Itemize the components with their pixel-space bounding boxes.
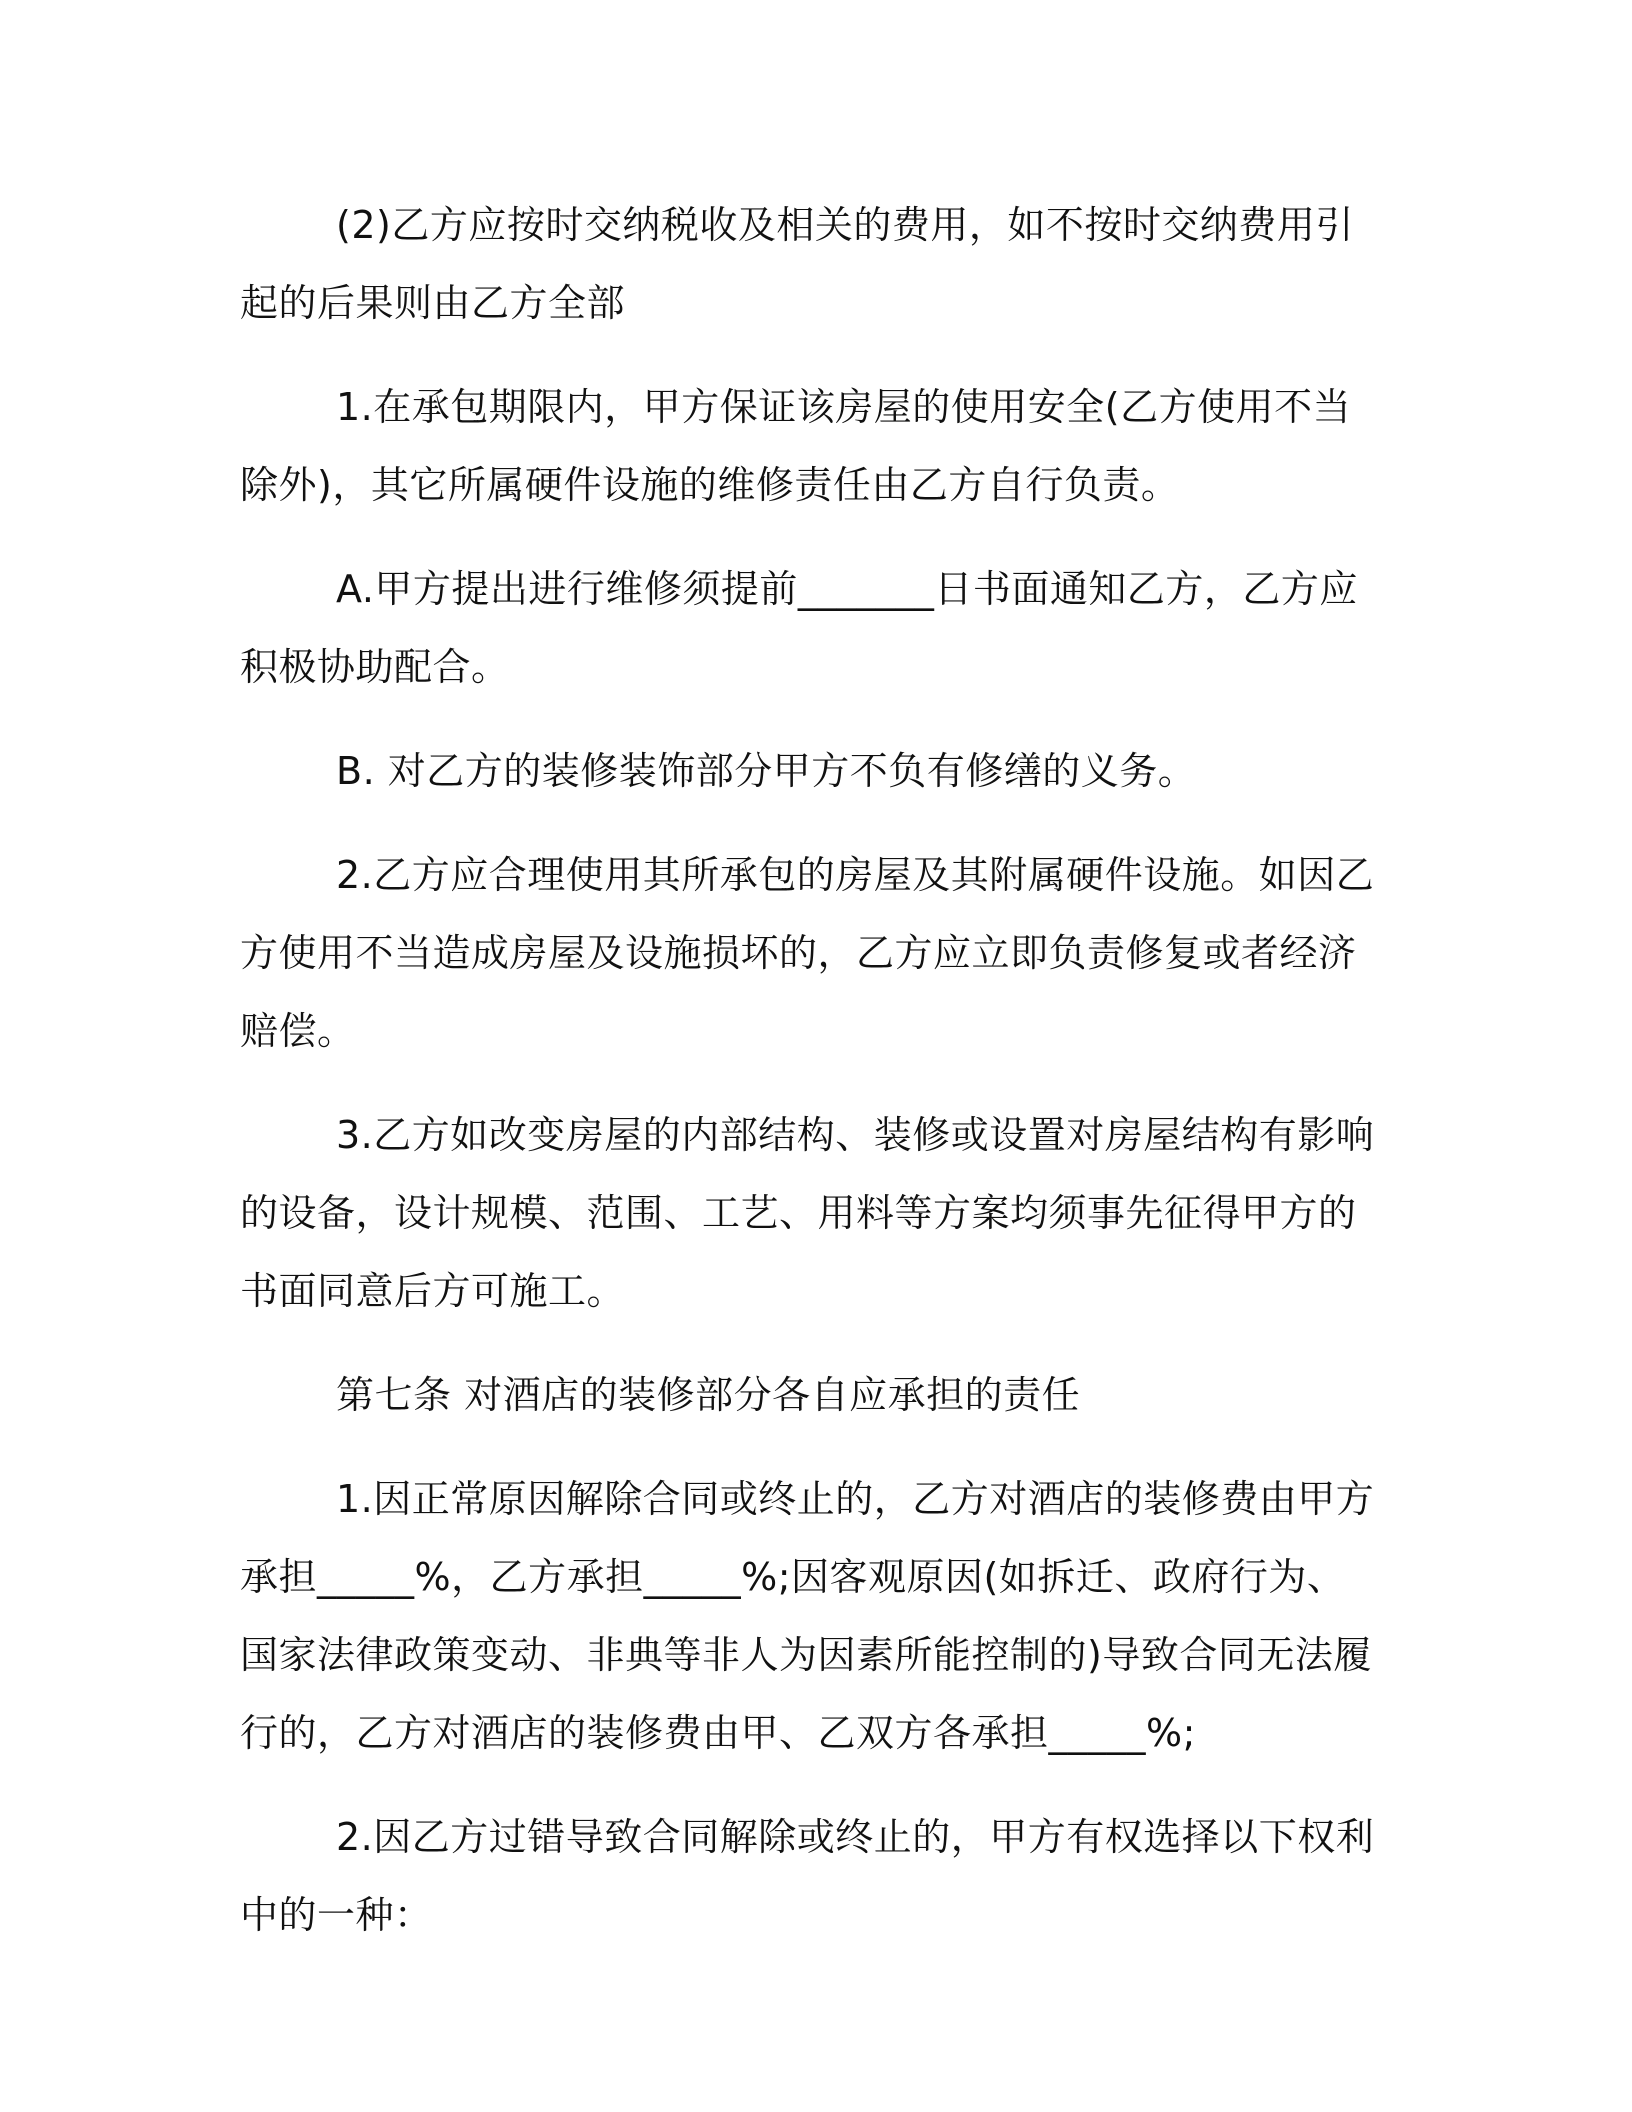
paragraph-tax-fees: (2)乙方应按时交纳税收及相关的费用，如不按时交纳费用引起的后果则由乙方全部: [240, 203, 1354, 325]
paragraph-decoration-repair: B. 对乙方的装修装饰部分甲方不负有修缮的义务。: [336, 749, 1197, 793]
paragraph-proper-use: 2.乙方应合理使用其所承包的房屋及其附属硬件设施。如因乙方使用不当造成房屋及设施损坏的，乙方应立即负责修复或者经济赔偿。: [240, 853, 1375, 1053]
paragraph-decoration-costs: 1.因正常原因解除合同或终止的，乙方对酒店的装修费由甲方承担_____%，乙方承担_____%;因客观原因(如拆迁、政府行为、国家法律政策变动、非典等非人为因素所能控制的)导致合同无法履行的，乙方对酒店的装修费由甲、乙双方各承担_____%;: [240, 1477, 1375, 1755]
paragraph-structure-change: 3.乙方如改变房屋的内部结构、装修或设置对房屋结构有影响的设备，设计规模、范围、工艺、用料等方案均须事先征得甲方的书面同意后方可施工。: [240, 1113, 1375, 1313]
paragraph-termination-rights: 2.因乙方过错导致合同解除或终止的，甲方有权选择以下权利中的一种：: [240, 1815, 1375, 1937]
paragraph-house-safety: 1.在承包期限内，甲方保证该房屋的使用安全(乙方使用不当除外)，其它所属硬件设施的维修责任由乙方自行负责。: [240, 385, 1352, 507]
document-body: [240, 186, 1380, 1980]
article-seven-heading: 第七条 对酒店的装修部分各自应承担的责任: [336, 1373, 1081, 1417]
paragraph-repair-notice: A.甲方提出进行维修须提前_______日书面通知乙方，乙方应积极协助配合。: [240, 567, 1358, 689]
